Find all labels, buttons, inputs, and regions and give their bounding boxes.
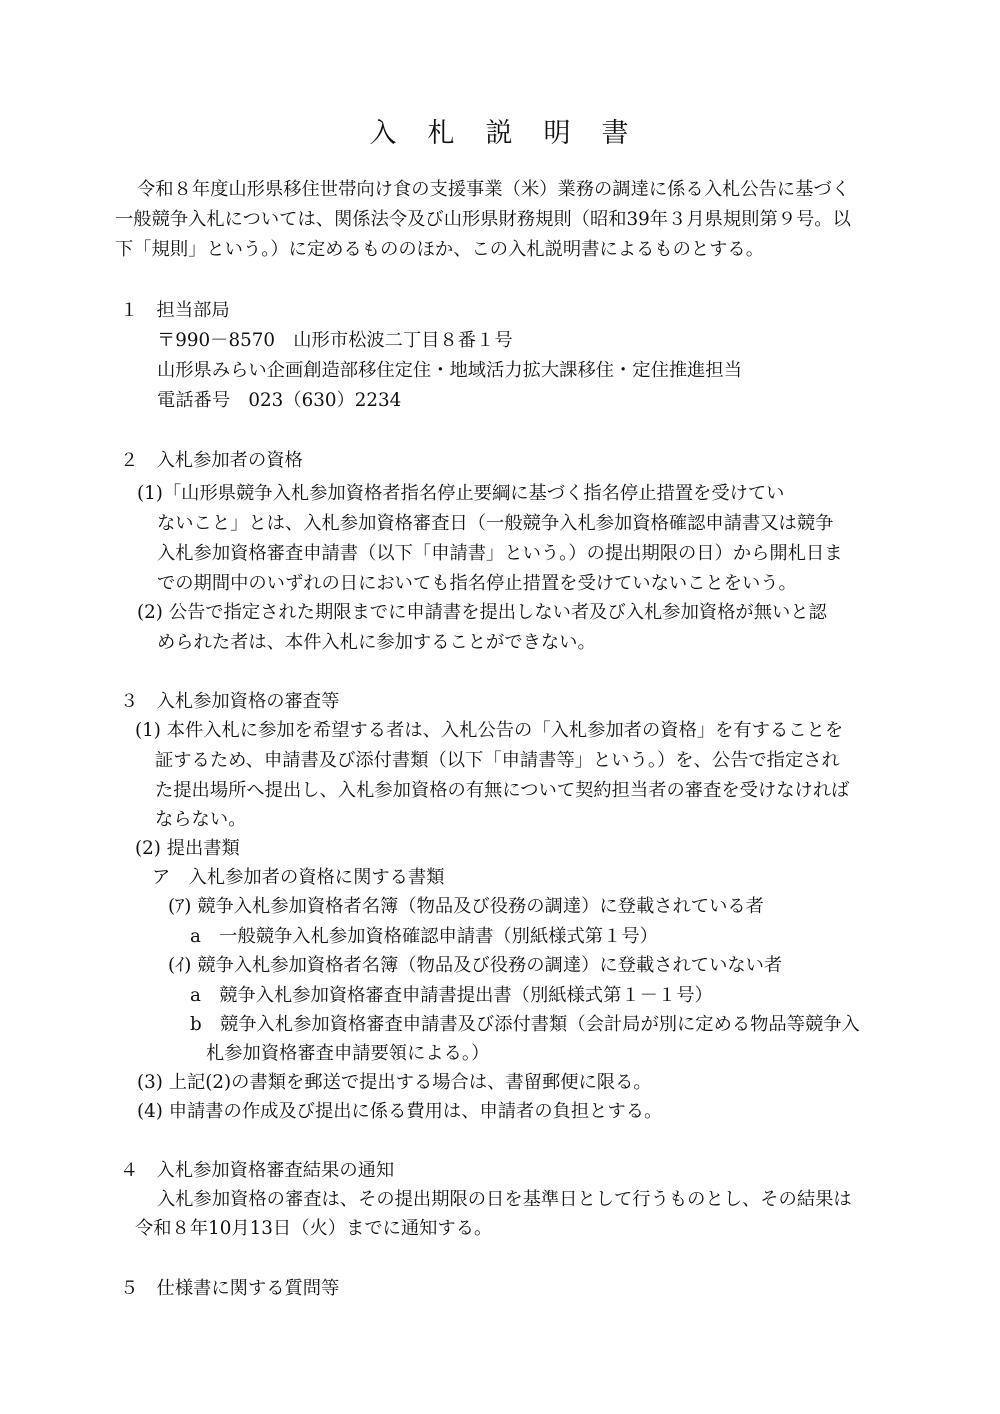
- item-line: a 一般競争入札参加資格確認申請書（別紙様式第１号）: [190, 926, 658, 947]
- section-3-heading: ３ 入札参加資格の審査等: [120, 691, 340, 712]
- item-line: (ｱ) 競争入札参加資格者名簿（物品及び役務の調達）に登載されている者: [168, 896, 764, 917]
- item-line: (2) 公告で指定された期限までに申請書を提出しない者及び入札参加資格が無いと認: [137, 602, 827, 623]
- intro-line: 一般競争入札については、関係法令及び山形県財務規則（昭和39年３月県規則第９号。以: [115, 209, 851, 230]
- item-line: (2) 提出書類: [135, 838, 240, 859]
- body-line: 入札参加資格の審査は、その提出期限の日を基準日として行うものとし、その結果は: [157, 1189, 852, 1210]
- item-line: 札参加資格審査申請要領による。）: [206, 1043, 490, 1064]
- phone-line: 電話番号 023（630）2234: [157, 390, 402, 411]
- document-title: 入 札 説 明 書: [369, 118, 631, 149]
- address-line: 〒990－8570 山形市松波二丁目８番１号: [157, 330, 513, 351]
- section-4-heading: ４ 入札参加資格審査結果の通知: [120, 1160, 395, 1181]
- intro-line: 下「規則」という。）に定めるもののほか、この入札説明書によるものとする。: [115, 239, 764, 260]
- item-line: ないこと」とは、入札参加資格審査日（一般競争入札参加資格確認申請書又は競争: [157, 513, 834, 534]
- item-line: b 競争入札参加資格審査申請書及び添付書類（会計局が別に定める物品等競争入: [190, 1014, 860, 1035]
- item-line: められた者は、本件入札に参加することができない。: [157, 632, 596, 653]
- department-line: 山形県みらい企画創造部移住定住・地域活力拡大課移住・定住推進担当: [157, 360, 742, 381]
- item-line: ア 入札参加者の資格に関する書類: [152, 867, 445, 888]
- item-line: た提出場所へ提出し、入札参加資格の有無について契約担当者の審査を受けなければ: [155, 780, 850, 801]
- body-line: 令和８年10月13日（火）までに通知する。: [135, 1218, 493, 1239]
- item-line: での期間中のいずれの日においても指名停止措置を受けていないことをいう。: [157, 573, 797, 594]
- item-line: 入札参加資格審査申請書（以下「申請書」という。）の提出期限の日）から開札日ま: [157, 543, 843, 564]
- item-line: (4) 申請書の作成及び提出に係る費用は、申請者の負担とする。: [137, 1101, 663, 1122]
- item-line: 証するため、申請書及び添付書類（以下「申請書等」という。）を、公告で指定され: [155, 750, 840, 771]
- section-2-heading: ２ 入札参加者の資格: [120, 450, 303, 471]
- item-line: (1) 本件入札に参加を希望する者は、入札公告の「入札参加者の資格」を有することを: [135, 720, 844, 741]
- item-line: a 競争入札参加資格審査申請書提出書（別紙様式第１－１号）: [190, 985, 713, 1006]
- intro-line: 令和８年度山形県移住世帯向け食の支援事業（米）業務の調達に係る入札公告に基づく: [137, 179, 850, 200]
- item-line: ならない。: [155, 809, 247, 830]
- section-5-heading: ５ 仕様書に関する質問等: [120, 1278, 340, 1299]
- item-line: (1)「山形県競争入札参加資格者指名停止要綱に基づく指名停止措置を受けてい: [137, 483, 785, 504]
- item-line: (3) 上記(2)の書類を郵送で提出する場合は、書留郵便に限る。: [137, 1072, 652, 1093]
- item-line: (ｲ) 競争入札参加資格者名簿（物品及び役務の調達）に登載されていない者: [168, 955, 783, 976]
- section-1-heading: １ 担当部局: [120, 300, 230, 321]
